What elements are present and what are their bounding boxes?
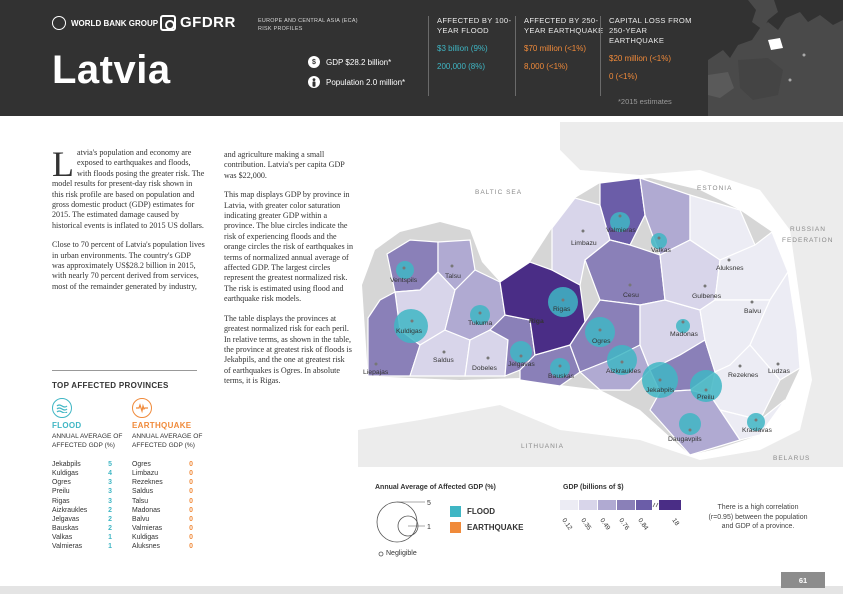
gfdrr-label: GFDRR <box>180 14 236 31</box>
russian-label: RUSSIAN <box>790 226 826 233</box>
dot-daugavpils <box>689 429 692 432</box>
table-row <box>52 478 112 487</box>
label-rigas: Rigas <box>553 306 571 313</box>
label-limbazu: Limbazu <box>571 240 597 247</box>
dot-bauskas <box>559 365 562 368</box>
agriculture-paragraph: and agriculture making a small contribution. Latvia's per capita GDP was $22,000. <box>224 150 345 180</box>
dot-limbazu <box>582 230 585 233</box>
scale-tick: 18 <box>670 517 681 528</box>
dot-kuldigas <box>411 320 414 323</box>
legend-circle-large <box>377 502 417 542</box>
scale-tick: 0.49 <box>598 517 612 532</box>
table-row <box>52 506 112 515</box>
header-banner <box>0 0 843 116</box>
intro-paragraph <box>52 144 205 231</box>
table-row <box>132 533 193 542</box>
dot-preilu <box>705 389 708 392</box>
flood-circle-kuldigas <box>394 309 428 343</box>
dot-liepajas <box>375 363 378 366</box>
label-valmieras: Valmieras <box>606 227 636 234</box>
dot-ventspils <box>403 267 406 270</box>
province-value: 0 <box>189 488 193 496</box>
label-preilu: Preilu <box>697 394 715 401</box>
table-row <box>52 487 112 496</box>
earthquake-list <box>132 460 193 552</box>
federation-label: FEDERATION <box>782 237 834 244</box>
province-name: Valkas <box>52 534 73 542</box>
dot-aizkraukles <box>621 361 624 364</box>
dollar-icon: $ <box>308 56 320 68</box>
flood-list <box>52 460 112 552</box>
scale-ticks <box>560 517 680 532</box>
eq-affected-gdp: $70 million (<1%) <box>524 44 587 53</box>
flood-affected-column <box>428 16 527 96</box>
province-name: Ogres <box>132 461 151 468</box>
correlation-note: There is a high correlation (r=0.95) between the population and GDP of a province. <box>708 504 808 530</box>
dot-jelgavas <box>520 355 523 358</box>
label-tukuma: Tukuma <box>468 320 493 327</box>
province-value: 2 <box>108 525 112 533</box>
gdp-stat <box>308 56 391 68</box>
gdp-legend-title: GDP (billions of $) <box>563 484 624 491</box>
label-jelgavas: Jelgavas <box>508 361 535 368</box>
province-name: Rigas <box>52 497 70 505</box>
province-value: 0 <box>189 479 193 487</box>
person-icon <box>308 76 320 88</box>
province-name: Kuldigas <box>132 534 159 542</box>
table-row <box>132 497 193 506</box>
globe-icon <box>52 16 66 30</box>
province-name: Kuldigas <box>52 470 79 478</box>
flood-swatch <box>450 506 461 517</box>
map-description-paragraph: This map displays GDP by province in Latvia, with greater color saturation indicating greater GDP within a province. The blue circles indicate the risk of experiencing floods and the orange circles the risk of earthquakes in terms of normalized annual average of affected GDP. The largest circles represent the greatest normalized risk. The risk is estimated using flood and earthquake risk models. <box>224 190 353 304</box>
dot-balvu <box>751 301 754 304</box>
province-name: Bauskas <box>52 525 79 533</box>
flood-affected-title: AFFECTED BY 100-YEAR FLOOD <box>437 16 512 35</box>
population-value: Population 2.0 million* <box>326 77 406 87</box>
dot-valkas <box>658 237 661 240</box>
province-name: Limbazu <box>132 470 159 478</box>
europe-locator-map <box>708 0 843 116</box>
table-row <box>52 460 112 469</box>
province-name: Valmieras <box>132 525 163 533</box>
capital-loss-column <box>600 16 699 96</box>
flood-column-label: FLOOD <box>52 421 82 430</box>
scale-tick: 0.35 <box>579 517 593 532</box>
dot-valmieras <box>619 215 622 218</box>
province-name: Aizkraukles <box>52 506 88 514</box>
page-title: Latvia <box>52 48 171 92</box>
aal-legend-title: Annual Average of Affected GDP (%) <box>375 484 496 491</box>
legend-max-value: 5 <box>427 500 431 507</box>
table-row <box>52 469 112 478</box>
gfdrr-logo <box>160 14 236 31</box>
province-value: 3 <box>108 488 112 496</box>
table-row <box>132 524 193 533</box>
scale-step-3 <box>598 500 616 510</box>
gdp-value: GDP $28.2 billion* <box>326 57 392 67</box>
dot-ludzas <box>777 363 780 366</box>
table-row <box>132 478 193 487</box>
province-value: 0 <box>189 515 193 523</box>
label-ventspils: Ventspils <box>390 277 418 284</box>
province-name: Rezeknes <box>132 479 163 487</box>
estonia-label: ESTONIA <box>697 185 733 192</box>
earthquake-column-label: EARTHQUAKE <box>132 421 192 430</box>
dot-talsu <box>451 265 454 268</box>
province-value: 2 <box>108 515 112 523</box>
table-row <box>132 515 193 524</box>
scale-step-1 <box>560 500 578 510</box>
province-name: Saldus <box>132 488 154 496</box>
label-aizkraukles: Aizkraukles <box>606 368 641 375</box>
dot-jekabpils <box>659 379 662 382</box>
gfdrr-mark-icon <box>160 15 176 31</box>
scale-break <box>653 503 658 507</box>
table-row <box>132 460 193 469</box>
belarus-label: BELARUS <box>773 455 811 462</box>
urban-paragraph: Close to 70 percent of Latvia's population lives in urban environments. The country's GDP was approximately US$28.2 billion in 2015, with nearly 70 percent derived from services, most of the remainder generated by industry, <box>52 240 205 291</box>
earthquake-swatch <box>450 522 461 533</box>
province-value: 4 <box>108 470 112 478</box>
scale-tick: 0.84 <box>636 517 650 532</box>
label-gulbenes: Gulbenes <box>692 293 722 300</box>
label-daugavpils: Daugavpils <box>668 436 702 443</box>
dropcap: L <box>52 144 74 184</box>
province-value: 0 <box>189 543 193 551</box>
table-row <box>52 515 112 524</box>
label-aluksnes: Aluksnes <box>716 265 744 272</box>
page-number: 61 <box>781 572 825 588</box>
intro-text: atvia's population and economy are exposed to earthquakes and floods, with floods posing the greater risk. The model results for present-day risk shown in this risk profile are based on population and gross domestic product (GDP) estimates for 2015. The estimated damage caused by historical events is inflated to 2015 US dollars. <box>52 148 205 230</box>
province-name: Jelgavas <box>52 515 80 523</box>
province-value: 0 <box>189 497 193 505</box>
label-balvu: Balvu <box>744 308 762 315</box>
earthquake-column-subtitle: ANNUAL AVERAGE OF AFFECTED GDP (%) <box>132 433 203 449</box>
table-row <box>132 542 193 551</box>
province-name: Valmieras <box>52 543 83 551</box>
table-row <box>52 542 112 551</box>
legend-flood-label: FLOOD <box>467 507 495 516</box>
label-ogres: Ogres <box>592 338 611 345</box>
label-cesu: Cesu <box>623 292 639 299</box>
flood-column-subtitle: ANNUAL AVERAGE OF AFFECTED GDP (%) <box>52 433 123 449</box>
footer-bar <box>0 586 843 594</box>
negligible-label: Negligible <box>386 550 417 557</box>
table-description-paragraph: The table displays the provinces at greatest normalized risk for each peril. In relative terms, as shown in the table, the province at greatest risk of floods is Jekabpils, and the one at greatest risk of earthquakes is Ogres. In absolute terms, it is Rigas. <box>224 313 352 386</box>
province-value: 0 <box>189 525 193 533</box>
province-name: Balvu <box>132 515 150 523</box>
table-title: TOP AFFECTED PROVINCES <box>52 381 169 390</box>
dot-rezeknes <box>739 365 742 368</box>
table-row <box>52 524 112 533</box>
scale-tick: 0.12 <box>560 517 574 532</box>
scale-tick: 0.76 <box>617 517 631 532</box>
flood-affected-pop: 200,000 (8%) <box>437 62 486 71</box>
province-name: Jekabpils <box>52 461 81 468</box>
province-value: 3 <box>108 479 112 487</box>
dot-gulbenes <box>704 285 707 288</box>
legend-negligible-dot <box>379 552 383 556</box>
province-value: 1 <box>108 543 112 551</box>
label-jekabpils: Jekabpils <box>646 387 675 394</box>
baltic-sea-label: BALTIC SEA <box>475 189 523 196</box>
dot-cesu <box>629 284 632 287</box>
scale-step-6 <box>659 500 681 510</box>
province-name: Aluksnes <box>132 543 160 551</box>
text-column-1 <box>52 144 205 301</box>
world-bank-logo <box>52 16 158 30</box>
population-stat <box>308 76 405 88</box>
legend-earthquake-label: EARTHQUAKE <box>467 523 524 532</box>
dot-dobeles <box>487 357 490 360</box>
province-name: Talsu <box>132 497 149 505</box>
province-value: 2 <box>108 506 112 514</box>
province-value: 0 <box>189 461 193 468</box>
province-value: 1 <box>108 534 112 542</box>
province-name: Preilu <box>52 488 70 496</box>
gdp-color-scale <box>560 496 690 546</box>
label-rezeknes: Rezeknes <box>728 372 759 379</box>
capital-loss-title: CAPITAL LOSS FROM 250-YEAR EARTHQUAKE <box>609 16 692 45</box>
label-bauskas: Bauskas <box>548 373 575 380</box>
dot-tukuma <box>479 312 482 315</box>
province-value: 0 <box>189 506 193 514</box>
province-name: Madonas <box>132 506 161 514</box>
flood-circle-daugavpils <box>679 413 701 435</box>
dot-kraslavas <box>755 419 758 422</box>
label-madonas: Madonas <box>670 331 698 338</box>
dot-saldus <box>443 351 446 354</box>
dot-ogres <box>599 329 602 332</box>
dot-rigas <box>562 299 565 302</box>
label-saldus: Saldus <box>433 357 454 364</box>
scale-step-5 <box>636 500 652 510</box>
earthquake-icon <box>132 398 152 418</box>
scale-step-4 <box>617 500 635 510</box>
province-value: 0 <box>189 534 193 542</box>
label-dobeles: Dobeles <box>472 365 497 372</box>
latvia-province-map <box>358 122 843 467</box>
label-ludzas: Ludzas <box>768 368 790 375</box>
text-column-2 <box>224 150 353 396</box>
eq-affected-pop: 8,000 (<1%) <box>524 62 568 71</box>
table-row <box>132 469 193 478</box>
label-liepajas: Liepajas <box>363 369 389 376</box>
province-value: 0 <box>189 470 193 478</box>
table-rule <box>52 370 197 371</box>
table-row <box>52 533 112 542</box>
capital-loss-gdp: $20 million (<1%) <box>609 54 672 63</box>
dot-madonas <box>682 321 685 324</box>
table-row <box>132 487 193 496</box>
label-kuldigas: Kuldigas <box>396 328 423 335</box>
label-talsu: Talsu <box>445 273 461 280</box>
label-kraslavas: Kraslavas <box>742 427 772 434</box>
label-valkas: Valkas <box>651 247 671 254</box>
estimates-note: *2015 estimates <box>618 97 672 106</box>
world-bank-label: WORLD BANK GROUP <box>71 18 159 28</box>
province-value: 5 <box>108 461 112 468</box>
province-value: 3 <box>108 497 112 505</box>
province-name: Ogres <box>52 479 71 487</box>
lithuania-label: LITHUANIA <box>521 443 564 450</box>
flood-affected-gdp: $3 billion (9%) <box>437 44 488 53</box>
dot-aluksnes <box>728 259 731 262</box>
table-row <box>132 506 193 515</box>
flood-circle-jelgavas <box>510 341 532 363</box>
capital-loss-pop: 0 (<1%) <box>609 72 638 81</box>
legend-min-value: 1 <box>427 524 431 531</box>
region-label: EUROPE AND CENTRAL ASIA (ECA) RISK PROFILES <box>258 18 358 32</box>
label-riga: Riga <box>529 318 544 325</box>
flood-icon <box>52 398 72 418</box>
eq-affected-title: AFFECTED BY 250-YEAR EARTHQUAKE <box>524 16 604 35</box>
table-row <box>52 497 112 506</box>
scale-step-2 <box>579 500 597 510</box>
